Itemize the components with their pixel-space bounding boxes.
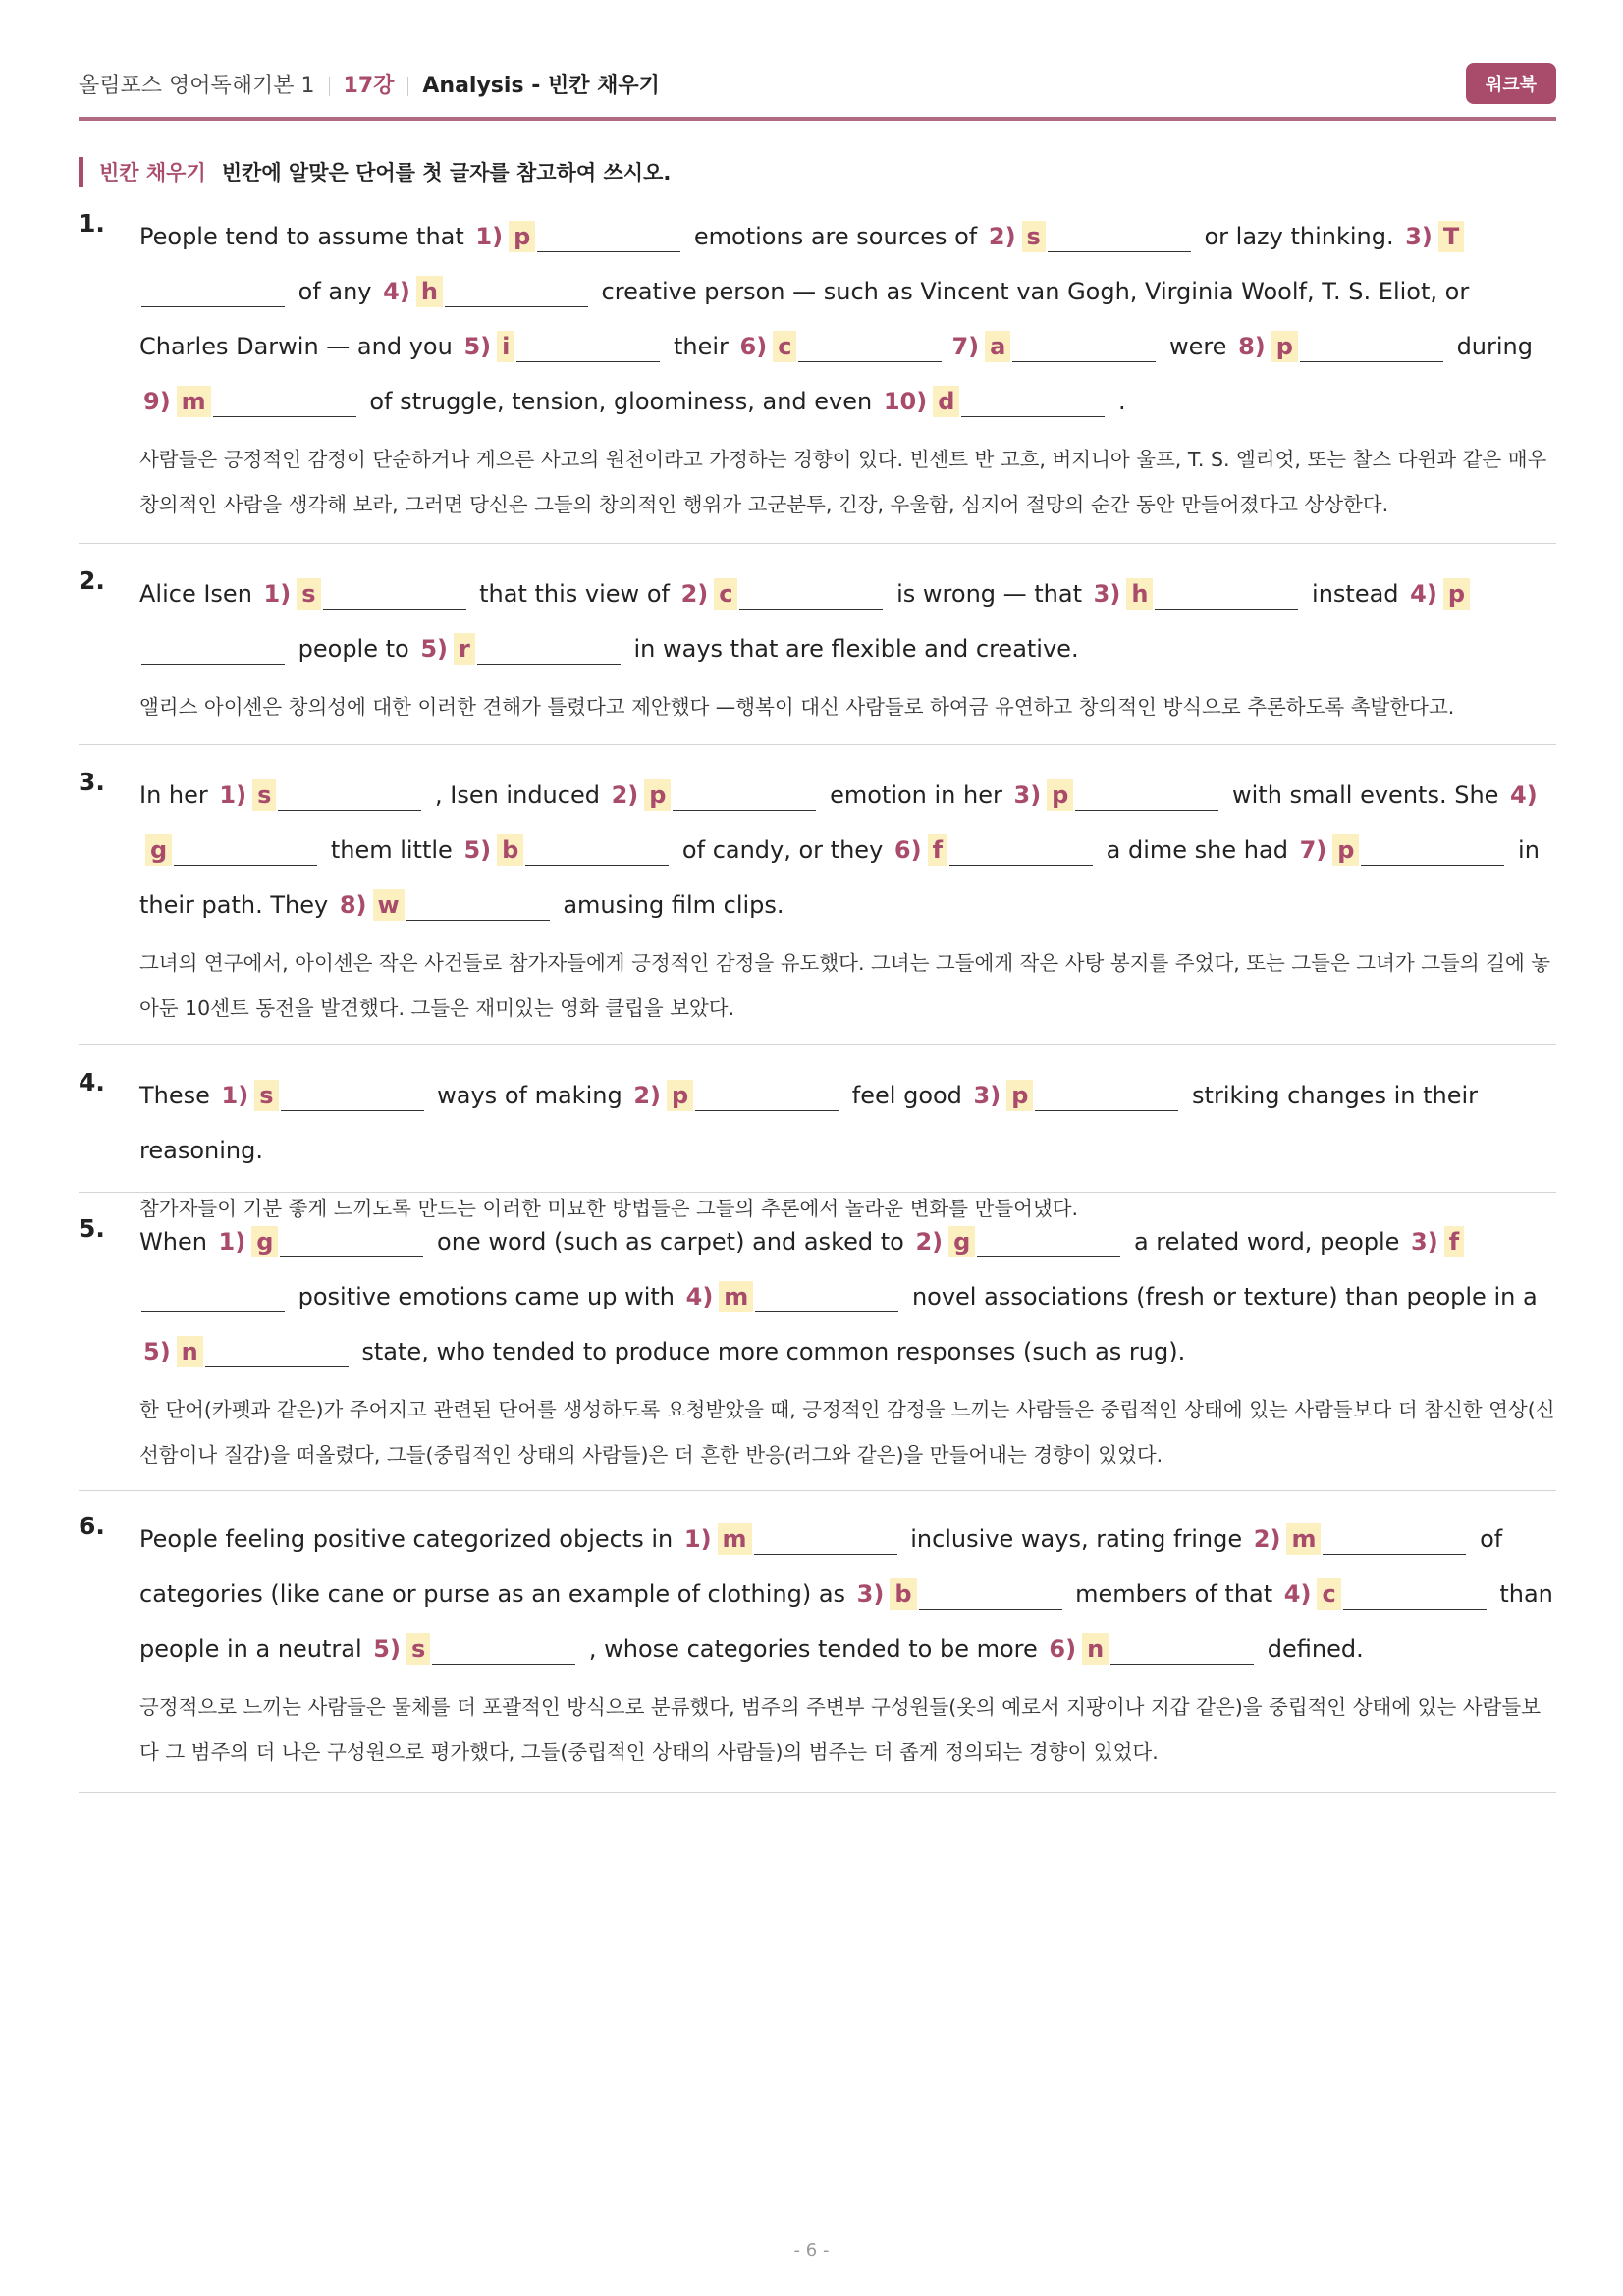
- blank-hint-letter: p: [1047, 779, 1073, 811]
- answer-blank[interactable]: [919, 1579, 1062, 1610]
- korean-translation: 앨리스 아이센은 창의성에 대한 이러한 견해가 틀렸다고 제안했다 —행복이 대신 사람들로 하여금 유연하고 창의적인 방식으로 추론하도록 촉발한다고.: [139, 695, 1455, 719]
- blank-number: 8): [339, 891, 367, 919]
- answer-blank[interactable]: [525, 835, 669, 866]
- breadcrumb-divider: [329, 77, 330, 96]
- blank-hint-letter: n: [1082, 1633, 1109, 1665]
- blank-number: 7): [951, 333, 980, 360]
- blank-number: 2): [915, 1228, 944, 1255]
- blank-hint-letter: s: [252, 779, 276, 811]
- answer-blank[interactable]: [798, 332, 942, 362]
- blank-hint-letter: c: [1317, 1578, 1340, 1610]
- blank-hint-letter: d: [933, 386, 959, 417]
- blank-number: 3): [1093, 580, 1121, 608]
- sentence-text: People tend to assume that: [139, 223, 472, 250]
- blank-number: 1): [683, 1525, 712, 1553]
- answer-blank[interactable]: [949, 835, 1093, 866]
- header-rule: [79, 117, 1556, 121]
- english-sentence: [139, 209, 1556, 429]
- blank-hint-letter: p: [1332, 834, 1359, 866]
- sentence-text: of any: [291, 278, 380, 305]
- blank-number: 5): [463, 836, 492, 864]
- blank-number: 3): [1411, 1228, 1438, 1255]
- blank-number: 10): [883, 388, 928, 415]
- blank-number: 1): [263, 580, 292, 608]
- item-number: 1.: [79, 209, 105, 238]
- instruction-marker: [79, 157, 83, 187]
- blank-hint-letter: b: [497, 834, 523, 866]
- english-sentence: [139, 768, 1556, 933]
- sentence-text: positive emotions came up with: [291, 1283, 682, 1310]
- blank-hint-letter: p: [1006, 1080, 1033, 1111]
- book-title: 올림포스 영어독해기본 1: [79, 74, 315, 98]
- blank-number: 4): [383, 278, 410, 305]
- korean-translation: 긍정적으로 느끼는 사람들은 물체를 더 포괄적인 방식으로 분류했다, 범주의 주변부 구성원들(옷의 예로서 지팡이나 지갑 같은)을 중립적인 상태에 있는 사람들보다 그 범주의 더 나은 구성원으로 평가했다, 그들(중립적인 상태의 사람들)의 범주는 더 좁게 정의되는 경향이 있었다.: [139, 1695, 1541, 1764]
- sentence-text: When: [139, 1228, 215, 1255]
- blank-hint-letter: h: [416, 276, 443, 307]
- blank-hint-letter: n: [177, 1336, 203, 1367]
- sentence-text: were: [1162, 333, 1235, 360]
- answer-blank[interactable]: [406, 890, 550, 921]
- answer-blank[interactable]: [432, 1634, 575, 1665]
- korean-translation: 그녀의 연구에서, 아이센은 작은 사건들로 참가자들에게 긍정적인 감정을 유도했다. 그녀는 그들에게 작은 사탕 봉지를 주었다, 또는 그들은 그녀가 그들의 길에 놓아둔 10센트 동전을 발견했다. 그들은 재미있는 영화 클립을 보았다.: [139, 951, 1551, 1020]
- answer-blank[interactable]: [977, 1227, 1120, 1257]
- blank-number: 2): [611, 781, 639, 809]
- answer-blank[interactable]: [205, 1337, 349, 1367]
- item-number: 3.: [79, 768, 105, 796]
- blank-hint-letter: m: [177, 386, 211, 417]
- blank-number: 4): [1410, 580, 1437, 608]
- blank-number: 6): [893, 836, 922, 864]
- korean-translation: 사람들은 긍정적인 감정이 단순하거나 게으른 사고의 원천이라고 가정하는 경향이 있다. 빈센트 반 고흐, 버지니아 울프, T. S. 엘리엇, 또는 찰스 다윈과 같은 매우 창의적인 사람을 생각해 보라, 그러면 당신은 그들의 창의적인 행위가 고군분투, 긴장, 우울함, 심지어 절망의 순간 동안 만들어졌다고 상상한다.: [139, 448, 1547, 516]
- instruction: [79, 157, 671, 187]
- blank-number: 1): [475, 223, 504, 250]
- item-body: [139, 768, 1556, 1031]
- item-number: 4.: [79, 1068, 105, 1096]
- blank-number: 7): [1299, 836, 1327, 864]
- answer-blank[interactable]: [280, 1227, 423, 1257]
- item-number: 6.: [79, 1512, 105, 1540]
- sentence-text: of struggle, tension, gloominess, and even: [361, 388, 880, 415]
- answer-blank[interactable]: [278, 780, 421, 811]
- blank-number: 5): [463, 333, 492, 360]
- answer-blank[interactable]: [141, 1282, 285, 1312]
- sentence-text: .: [1110, 388, 1126, 415]
- item-divider: [79, 543, 1556, 544]
- answer-blank[interactable]: [1155, 579, 1298, 610]
- answer-blank[interactable]: [141, 634, 285, 665]
- item-body: [139, 1512, 1556, 1775]
- item-divider: [79, 1792, 1556, 1793]
- item-number: 2.: [79, 566, 105, 595]
- instruction-keyword: 빈칸 채우기: [99, 161, 206, 185]
- item-body: [139, 1214, 1556, 1477]
- sentence-text: a dime she had: [1099, 836, 1296, 864]
- blank-hint-letter: w: [373, 889, 405, 921]
- sentence-text: These: [139, 1082, 218, 1109]
- blank-hint-letter: s: [254, 1080, 278, 1111]
- page-title: Analysis - 빈칸 채우기: [422, 74, 660, 98]
- blank-number: 6): [739, 333, 768, 360]
- blank-number: 5): [143, 1338, 171, 1365]
- blank-number: 1): [219, 781, 247, 809]
- blank-number: 5): [420, 635, 449, 663]
- blank-number: 4): [685, 1283, 714, 1310]
- sentence-text: or lazy thinking.: [1196, 223, 1402, 250]
- sentence-text: , whose categories tended to be more: [581, 1635, 1046, 1663]
- answer-blank[interactable]: [739, 579, 883, 610]
- answer-blank[interactable]: [1012, 332, 1156, 362]
- answer-blank[interactable]: [537, 222, 680, 252]
- instruction-text: 빈칸에 알맞은 단어를 첫 글자를 참고하여 쓰시오.: [221, 161, 672, 185]
- blank-hint-letter: c: [773, 331, 796, 362]
- sentence-text: People feeling positive categorized objects in: [139, 1525, 680, 1553]
- sentence-text: inclusive ways, rating fringe: [902, 1525, 1250, 1553]
- item-divider: [79, 1044, 1556, 1045]
- sentence-text: ways of making: [429, 1082, 630, 1109]
- sentence-text: of candy, or they: [675, 836, 891, 864]
- blank-number: 2): [633, 1082, 661, 1109]
- sentence-text: striking changes in their reasoning.: [139, 1082, 1479, 1164]
- sentence-text: their: [666, 333, 736, 360]
- item-divider: [79, 1490, 1556, 1491]
- blank-hint-letter: s: [406, 1633, 430, 1665]
- sentence-text: emotions are sources of: [686, 223, 985, 250]
- answer-blank[interactable]: [141, 277, 285, 307]
- sentence-text: creative person — such as Vincent van Gogh, Virginia Woolf, T. S. Eliot, or Charles Darwin — and you: [139, 278, 1470, 360]
- sentence-text: is wrong — that: [889, 580, 1090, 608]
- blank-number: 3): [1013, 781, 1042, 809]
- sentence-text: Alice Isen: [139, 580, 260, 608]
- sentence-text: people to: [291, 635, 417, 663]
- blank-number: 2): [680, 580, 709, 608]
- blank-number: 9): [143, 388, 171, 415]
- item-body: [139, 1068, 1556, 1231]
- english-sentence: [139, 1214, 1556, 1379]
- breadcrumb-divider: [407, 77, 408, 96]
- item-divider: [79, 744, 1556, 745]
- blank-hint-letter: p: [509, 221, 535, 252]
- sentence-text: in their path. They: [139, 836, 1540, 919]
- page-number: - 6 -: [793, 2240, 830, 2261]
- lesson-number: 17강: [343, 74, 395, 98]
- blank-number: 2): [988, 223, 1016, 250]
- blank-hint-letter: T: [1438, 221, 1464, 252]
- answer-blank[interactable]: [1110, 1634, 1254, 1665]
- sentence-text: , Isen induced: [427, 781, 608, 809]
- blank-hint-letter: s: [297, 578, 320, 610]
- korean-translation: 참가자들이 기분 좋게 느끼도록 만드는 이러한 미묘한 방법들은 그들의 추론에서 놀라운 변화를 만들어냈다.: [139, 1197, 1079, 1220]
- blank-hint-letter: r: [454, 633, 475, 665]
- blank-hint-letter: m: [719, 1281, 753, 1312]
- workbook-badge: 워크북: [1466, 63, 1556, 104]
- answer-blank[interactable]: [174, 835, 317, 866]
- blank-number: 5): [373, 1635, 401, 1663]
- sentence-text: instead: [1304, 580, 1407, 608]
- sentence-text: emotion in her: [822, 781, 1010, 809]
- english-sentence: [139, 1068, 1556, 1178]
- breadcrumb: [79, 69, 660, 99]
- sentence-text: feel good: [844, 1082, 970, 1109]
- blank-number: 8): [1238, 333, 1266, 360]
- sentence-text: defined.: [1260, 1635, 1364, 1663]
- blank-number: 3): [856, 1580, 885, 1608]
- sentence-text: in ways that are flexible and creative.: [625, 635, 1079, 663]
- blank-number: 3): [973, 1082, 1001, 1109]
- blank-hint-letter: g: [948, 1226, 975, 1257]
- answer-blank[interactable]: [755, 1282, 898, 1312]
- sentence-text: them little: [323, 836, 460, 864]
- english-sentence: [139, 1512, 1556, 1677]
- sentence-text: novel associations (fresh or texture) than people in a: [904, 1283, 1538, 1310]
- blank-hint-letter: g: [251, 1226, 278, 1257]
- blank-hint-letter: p: [1271, 331, 1298, 362]
- answer-blank[interactable]: [1300, 332, 1443, 362]
- answer-blank[interactable]: [477, 634, 621, 665]
- blank-hint-letter: i: [497, 331, 514, 362]
- answer-blank[interactable]: [213, 387, 356, 417]
- sentence-text: amusing film clips.: [555, 891, 784, 919]
- answer-blank[interactable]: [445, 277, 588, 307]
- sentence-text: members of that: [1067, 1580, 1280, 1608]
- blank-hint-letter: s: [1022, 221, 1046, 252]
- answer-blank[interactable]: [1075, 780, 1218, 811]
- blank-hint-letter: a: [985, 331, 1010, 362]
- sentence-text: of categories (like cane or purse as an example of clothing) as: [139, 1525, 1503, 1608]
- item-number: 5.: [79, 1214, 105, 1243]
- answer-blank[interactable]: [673, 780, 816, 811]
- answer-blank[interactable]: [1361, 835, 1504, 866]
- blank-hint-letter: f: [928, 834, 947, 866]
- item-divider: [79, 1192, 1556, 1193]
- blank-hint-letter: p: [1443, 578, 1470, 610]
- sentence-text: In her: [139, 781, 216, 809]
- page-header: [79, 61, 1556, 120]
- korean-translation: 한 단어(카펫과 같은)가 주어지고 관련된 단어를 생성하도록 요청받았을 때, 긍정적인 감정을 느끼는 사람들은 중립적인 상태에 있는 사람들보다 더 참신한 연상(신선함이나 질감)을 떠올렸다, 그들(중립적인 상태의 사람들)은 더 흔한 반응(러그와 같은)을 만들어내는 경향이 있었다.: [139, 1398, 1555, 1467]
- blank-hint-letter: b: [890, 1578, 916, 1610]
- answer-blank[interactable]: [281, 1081, 424, 1111]
- blank-number: 1): [218, 1228, 246, 1255]
- blank-hint-letter: c: [714, 578, 737, 610]
- item-body: [139, 566, 1556, 729]
- blank-hint-letter: g: [145, 834, 172, 866]
- blank-number: 2): [1253, 1525, 1281, 1553]
- answer-blank[interactable]: [695, 1081, 839, 1111]
- blank-number: 4): [1283, 1580, 1312, 1608]
- blank-number: 6): [1049, 1635, 1077, 1663]
- sentence-text: during: [1448, 333, 1533, 360]
- answer-blank[interactable]: [516, 332, 660, 362]
- answer-blank[interactable]: [1323, 1524, 1466, 1555]
- blank-hint-letter: p: [667, 1080, 693, 1111]
- sentence-text: with small events. She: [1224, 781, 1507, 809]
- blank-hint-letter: h: [1126, 578, 1153, 610]
- answer-blank[interactable]: [323, 579, 466, 610]
- blank-number: 4): [1510, 781, 1538, 809]
- blank-number: 3): [1405, 223, 1433, 250]
- sentence-text: one word (such as carpet) and asked to: [429, 1228, 912, 1255]
- sentence-text: state, who tended to produce more common responses (such as rug).: [353, 1338, 1186, 1365]
- blank-number: 1): [221, 1082, 249, 1109]
- answer-blank[interactable]: [961, 387, 1105, 417]
- english-sentence: [139, 566, 1556, 676]
- blank-hint-letter: m: [1286, 1523, 1321, 1555]
- answer-blank[interactable]: [1048, 222, 1191, 252]
- sentence-text: a related word, people: [1126, 1228, 1408, 1255]
- sentence-text: that this view of: [471, 580, 677, 608]
- answer-blank[interactable]: [754, 1524, 897, 1555]
- answer-blank[interactable]: [1035, 1081, 1178, 1111]
- blank-hint-letter: m: [718, 1523, 752, 1555]
- blank-hint-letter: p: [644, 779, 671, 811]
- sentence-text: than people in a neutral: [139, 1580, 1553, 1663]
- blank-hint-letter: f: [1444, 1226, 1464, 1257]
- answer-blank[interactable]: [1343, 1579, 1487, 1610]
- item-body: [139, 209, 1556, 527]
